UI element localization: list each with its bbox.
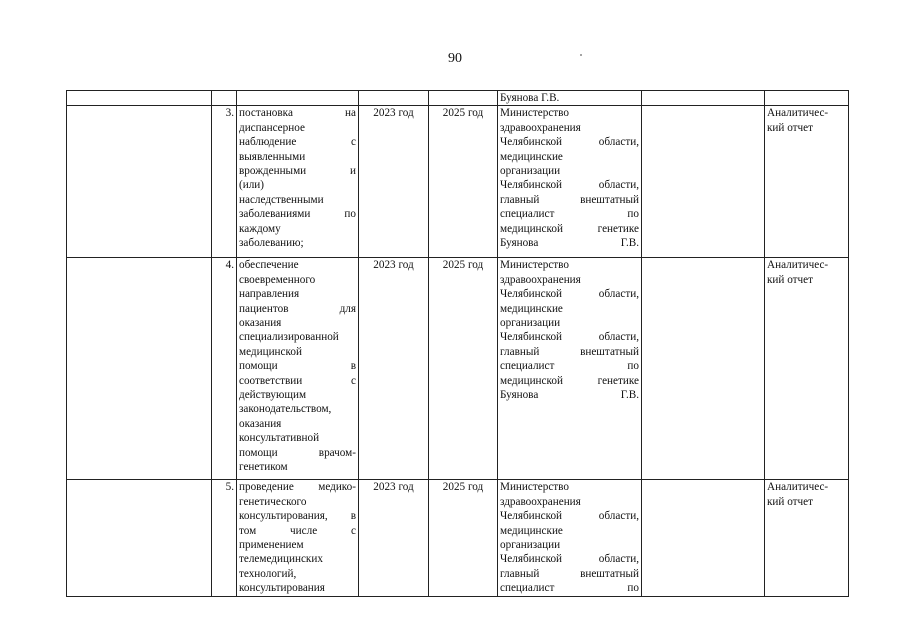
task-line: генетиком [239,461,288,474]
task-line: консультирования, в [239,510,356,523]
end-year: 2025 год [429,258,498,480]
task-line: выявленными [239,150,306,163]
result-line: Аналитичес- [767,481,829,494]
table-row-continuation [67,91,849,106]
task-line: телемедицинских [239,553,323,566]
task-line: заболеваниями по [239,208,356,221]
responsible-line: главный внештатный [500,567,639,580]
responsible-line: Челябинской области, [500,331,639,344]
responsible-line: медицинские [500,524,563,537]
task-line: помощи врачом- [239,446,356,459]
responsible-cell [498,480,642,596]
task-cell [237,106,359,258]
empty-cell [642,480,765,596]
task-line: (или) [239,179,265,192]
table-row [67,480,849,596]
task-line: каждому [239,222,281,235]
item-number: 5. [212,480,237,596]
result-line: Аналитичес- [767,259,829,272]
start-year: 2023 год [359,258,429,480]
responsible-line: организации [500,317,561,330]
task-line: генетического [239,495,307,508]
task-line: помощи в [239,360,356,373]
responsible-line: здравоохранения [500,121,581,134]
empty-cell [642,106,765,258]
task-line: оказания [239,417,282,430]
task-line: диспансерное [239,121,305,134]
task-line: специализированной [239,331,339,344]
responsible-line: медицинской генетике [500,374,639,387]
task-line: наблюдение с [239,136,356,149]
responsible-line: главный внештатный [500,193,639,206]
responsible-line: Министерство [500,481,569,494]
task-cell [237,258,359,480]
empty-cell [642,258,765,480]
table-row [67,106,849,258]
task-line: консультативной [239,432,320,445]
start-year: 2023 год [359,480,429,596]
responsible-line: Челябинской области, [500,288,639,301]
responsible-line: здравоохранения [500,273,581,286]
empty-cell [67,258,212,480]
task-line: соответствии с [239,374,356,387]
end-year: 2025 год [429,106,498,258]
start-year: 2023 год [359,106,429,258]
responsible-line: специалист по [500,582,639,595]
result-line: Аналитичес- [767,107,829,120]
end-year: 2025 год [429,480,498,596]
responsible-line: организации [500,539,561,552]
task-line: проведение медико- [239,481,356,494]
responsible-line: Челябинской области, [500,510,639,523]
task-line: обеспечение [239,259,299,272]
task-line: постановка на [239,107,356,120]
task-cell [237,480,359,596]
responsible-line: Буянова Г.В. [500,389,639,402]
task-line: медицинской [239,345,302,358]
responsible-line: Челябинской области, [500,179,639,192]
task-line: действующим [239,389,307,402]
page-number: 90 [448,51,462,66]
plan-table [66,90,849,597]
responsible-cell [498,258,642,480]
responsible-cell [498,106,642,258]
item-number: 3. [212,106,237,258]
result-line: кий отчет [767,121,814,134]
responsible-line: Челябинской области, [500,136,639,149]
task-line: применением [239,539,304,552]
result-cell [765,106,849,258]
responsible-line: Министерство [500,259,569,272]
responsible-line: медицинской генетике [500,222,639,235]
scan-speck [580,54,582,56]
responsible-line: специалист по [500,208,639,221]
responsible-line: медицинские [500,150,563,163]
table-row [67,258,849,480]
responsible-line: Челябинской области, [500,553,639,566]
responsible-line: здравоохранения [500,495,581,508]
task-line: том числе с [239,524,356,537]
result-line: кий отчет [767,495,814,508]
responsible-line: специалист по [500,360,639,373]
item-number: 4. [212,258,237,480]
task-line: направления [239,288,300,301]
responsible-line: организации [500,165,561,178]
empty-cell [67,106,212,258]
task-line: наследственными [239,193,324,206]
responsible-line: Буянова Г.В. [500,237,639,250]
task-line: пациентов для [239,302,356,315]
responsible-line: медицинские [500,302,563,315]
result-line: кий отчет [767,273,814,286]
task-line: врожденными и [239,165,356,178]
result-cell [765,480,849,596]
task-line: законодательством, [239,403,332,416]
empty-cell [67,480,212,596]
result-cell [765,258,849,480]
task-line: своевременного [239,273,316,286]
task-line: консультирования [239,582,325,595]
responsible-cell: Буянова Г.В. [498,91,642,106]
responsible-line: главный внештатный [500,345,639,358]
task-line: заболеванию; [239,237,304,250]
task-line: оказания [239,317,282,330]
task-line: технологий, [239,567,297,580]
responsible-line: Министерство [500,107,569,120]
